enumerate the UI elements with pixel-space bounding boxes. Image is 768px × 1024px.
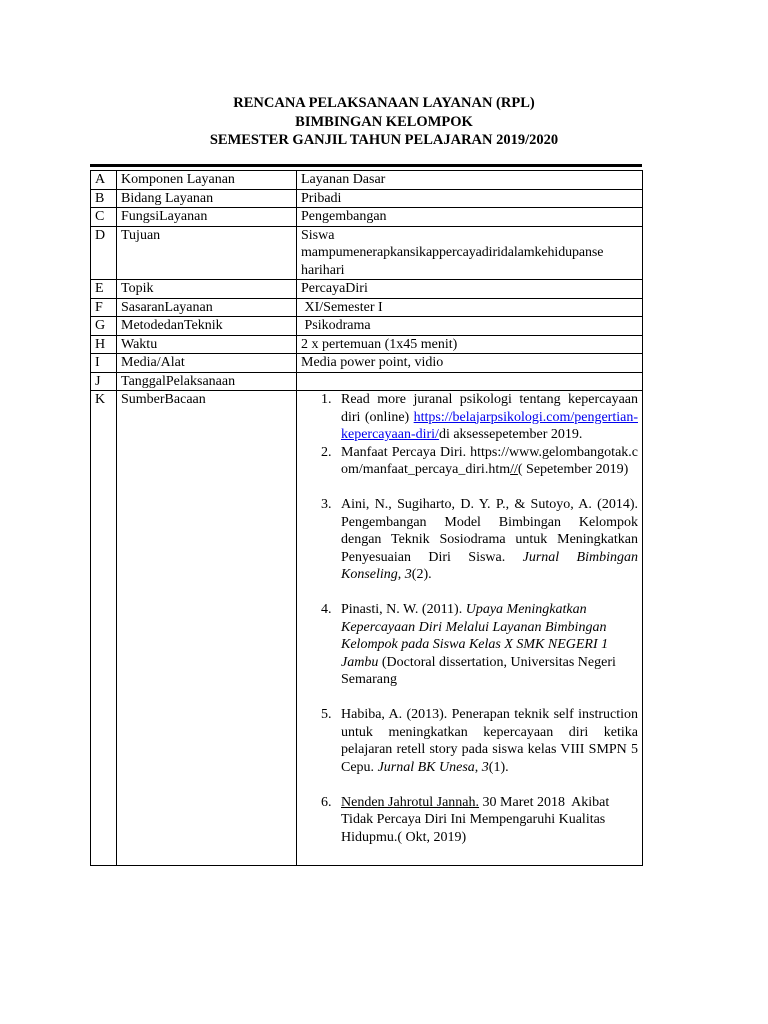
table-row xyxy=(91,298,643,317)
table-row xyxy=(91,280,643,299)
table-top-rule xyxy=(90,164,642,167)
row-value: XI/Semester I xyxy=(297,298,643,317)
row-value: PercayaDiri xyxy=(297,280,643,299)
row-letter: K xyxy=(91,391,117,866)
reference-number: 6. xyxy=(321,794,332,810)
row-letter: D xyxy=(91,226,117,280)
list-item xyxy=(301,601,638,689)
row-letter: A xyxy=(91,171,117,190)
table-row xyxy=(91,335,643,354)
author-link[interactable]: Nenden Jahrotul Jannah. xyxy=(341,794,480,810)
tujuan-line-3: harihari xyxy=(301,262,345,278)
list-item xyxy=(301,444,638,479)
reference-text: Habiba, A. (2013). Penerapan teknik self instruction untuk meningkatkan kepercayaan diri ketika pelajaran retell story pada siswa kelas VIII SMPN 5 Cepu. xyxy=(341,707,638,775)
document-title xyxy=(0,94,768,150)
reference-number: 4. xyxy=(321,602,332,617)
row-value: Psikodrama xyxy=(297,317,643,336)
row-label: Komponen Layanan xyxy=(117,171,297,190)
tujuan-line-1: Siswa xyxy=(301,227,335,243)
table-row xyxy=(91,208,643,227)
table-row xyxy=(91,226,643,280)
row-label: TanggalPelaksanaan xyxy=(117,372,297,391)
row-label: Media/Alat xyxy=(117,354,297,373)
row-label: Tujuan xyxy=(117,226,297,280)
table-row xyxy=(91,354,643,373)
row-label: Topik xyxy=(117,280,297,299)
reference-link[interactable]: // xyxy=(510,462,518,477)
reference-text: Read more juranal psikologi tentang kepercayaan diri (online) xyxy=(341,392,638,425)
list-item xyxy=(301,496,638,584)
title-line-3: SEMESTER GANJIL TAHUN PELAJARAN 2019/2020 xyxy=(209,132,559,148)
row-letter: C xyxy=(91,208,117,227)
row-label: MetodedanTeknik xyxy=(117,317,297,336)
row-value: Pengembangan xyxy=(297,208,643,227)
list-item xyxy=(301,391,638,444)
reference-text: , xyxy=(397,567,405,582)
table-row xyxy=(91,372,643,391)
title-line-1: RENCANA PELAKSANAAN LAYANAN (RPL) xyxy=(233,95,535,111)
row-letter: E xyxy=(91,280,117,299)
reference-number: 5. xyxy=(321,707,332,722)
row-label: Bidang Layanan xyxy=(117,189,297,208)
row-letter: H xyxy=(91,335,117,354)
reference-text: 30 Maret 2018 Akibat Tidak Percaya Diri Ini Mempengaruhi Kualitas Hidupmu.( Okt, 2019) xyxy=(341,794,613,845)
list-item xyxy=(301,794,638,847)
tujuan-line-2: mampumenerapkansikappercayadiridalamkehidupanse xyxy=(301,245,604,260)
row-label: SasaranLayanan xyxy=(117,298,297,317)
row-letter: F xyxy=(91,298,117,317)
reference-text: Manfaat Percaya Diri. https://www.gelombangotak.com/manfaat_percaya_diri.htm xyxy=(341,444,638,477)
journal-name: Jurnal Bimbingan Konseling xyxy=(341,549,638,582)
list-item xyxy=(301,706,638,776)
reference-text: (Doctoral dissertation, Universitas Negeri Semarang xyxy=(341,654,616,687)
reference-link[interactable]: https://belajarpsikologi.com/pengertian-kepercayaan-diri/ xyxy=(341,409,638,442)
references-cell xyxy=(297,391,643,866)
table-row xyxy=(91,317,643,336)
journal-volume: 3 xyxy=(404,567,412,582)
row-label: SumberBacaan xyxy=(117,391,297,866)
reference-text: di aksessepetember 2019. xyxy=(438,427,583,442)
table-row xyxy=(91,391,643,866)
row-value xyxy=(297,226,643,280)
journal-name: Jurnal BK Unesa xyxy=(377,759,475,775)
reference-number: 3. xyxy=(321,497,332,512)
row-letter: I xyxy=(91,354,117,373)
references-list xyxy=(301,391,638,846)
row-letter: G xyxy=(91,317,117,336)
reference-text: , xyxy=(474,759,482,775)
row-value xyxy=(297,372,643,391)
row-letter: B xyxy=(91,189,117,208)
table-row xyxy=(91,171,643,190)
journal-volume: 3 xyxy=(481,759,489,775)
reference-number: 1. xyxy=(321,392,332,407)
row-value: Pribadi xyxy=(297,189,643,208)
reference-text: ( Sepetember 2019) xyxy=(517,462,629,477)
row-value: 2 x pertemuan (1x45 menit) xyxy=(297,335,643,354)
reference-text: Pinasti, N. W. (2011). xyxy=(341,602,466,617)
table-row xyxy=(91,189,643,208)
row-value: Media power point, vidio xyxy=(297,354,643,373)
reference-text: Aini, N., Sugiharto, D. Y. P., & Sutoyo, A. (2014). Pengembangan Model Bimbingan Kelompok dengan Teknik Sosiodrama untuk Meningkatkan Penyesuaian Diri Siswa. xyxy=(341,497,638,565)
row-letter: J xyxy=(91,372,117,391)
row-label: FungsiLayanan xyxy=(117,208,297,227)
rpl-table xyxy=(90,170,643,866)
reference-number: 2. xyxy=(321,444,332,460)
reference-text: (2). xyxy=(411,567,432,582)
row-label: Waktu xyxy=(117,335,297,354)
row-value: Layanan Dasar xyxy=(297,171,643,190)
reference-text: (1). xyxy=(488,759,509,775)
thesis-title: Upaya Meningkatkan Kepercayaan Diri Melalui Layanan Bimbingan Kelompok pada Siswa Kelas X SMK NEGERI 1 Jambu xyxy=(341,602,609,670)
title-line-2: BIMBINGAN KELOMPOK xyxy=(295,113,473,130)
